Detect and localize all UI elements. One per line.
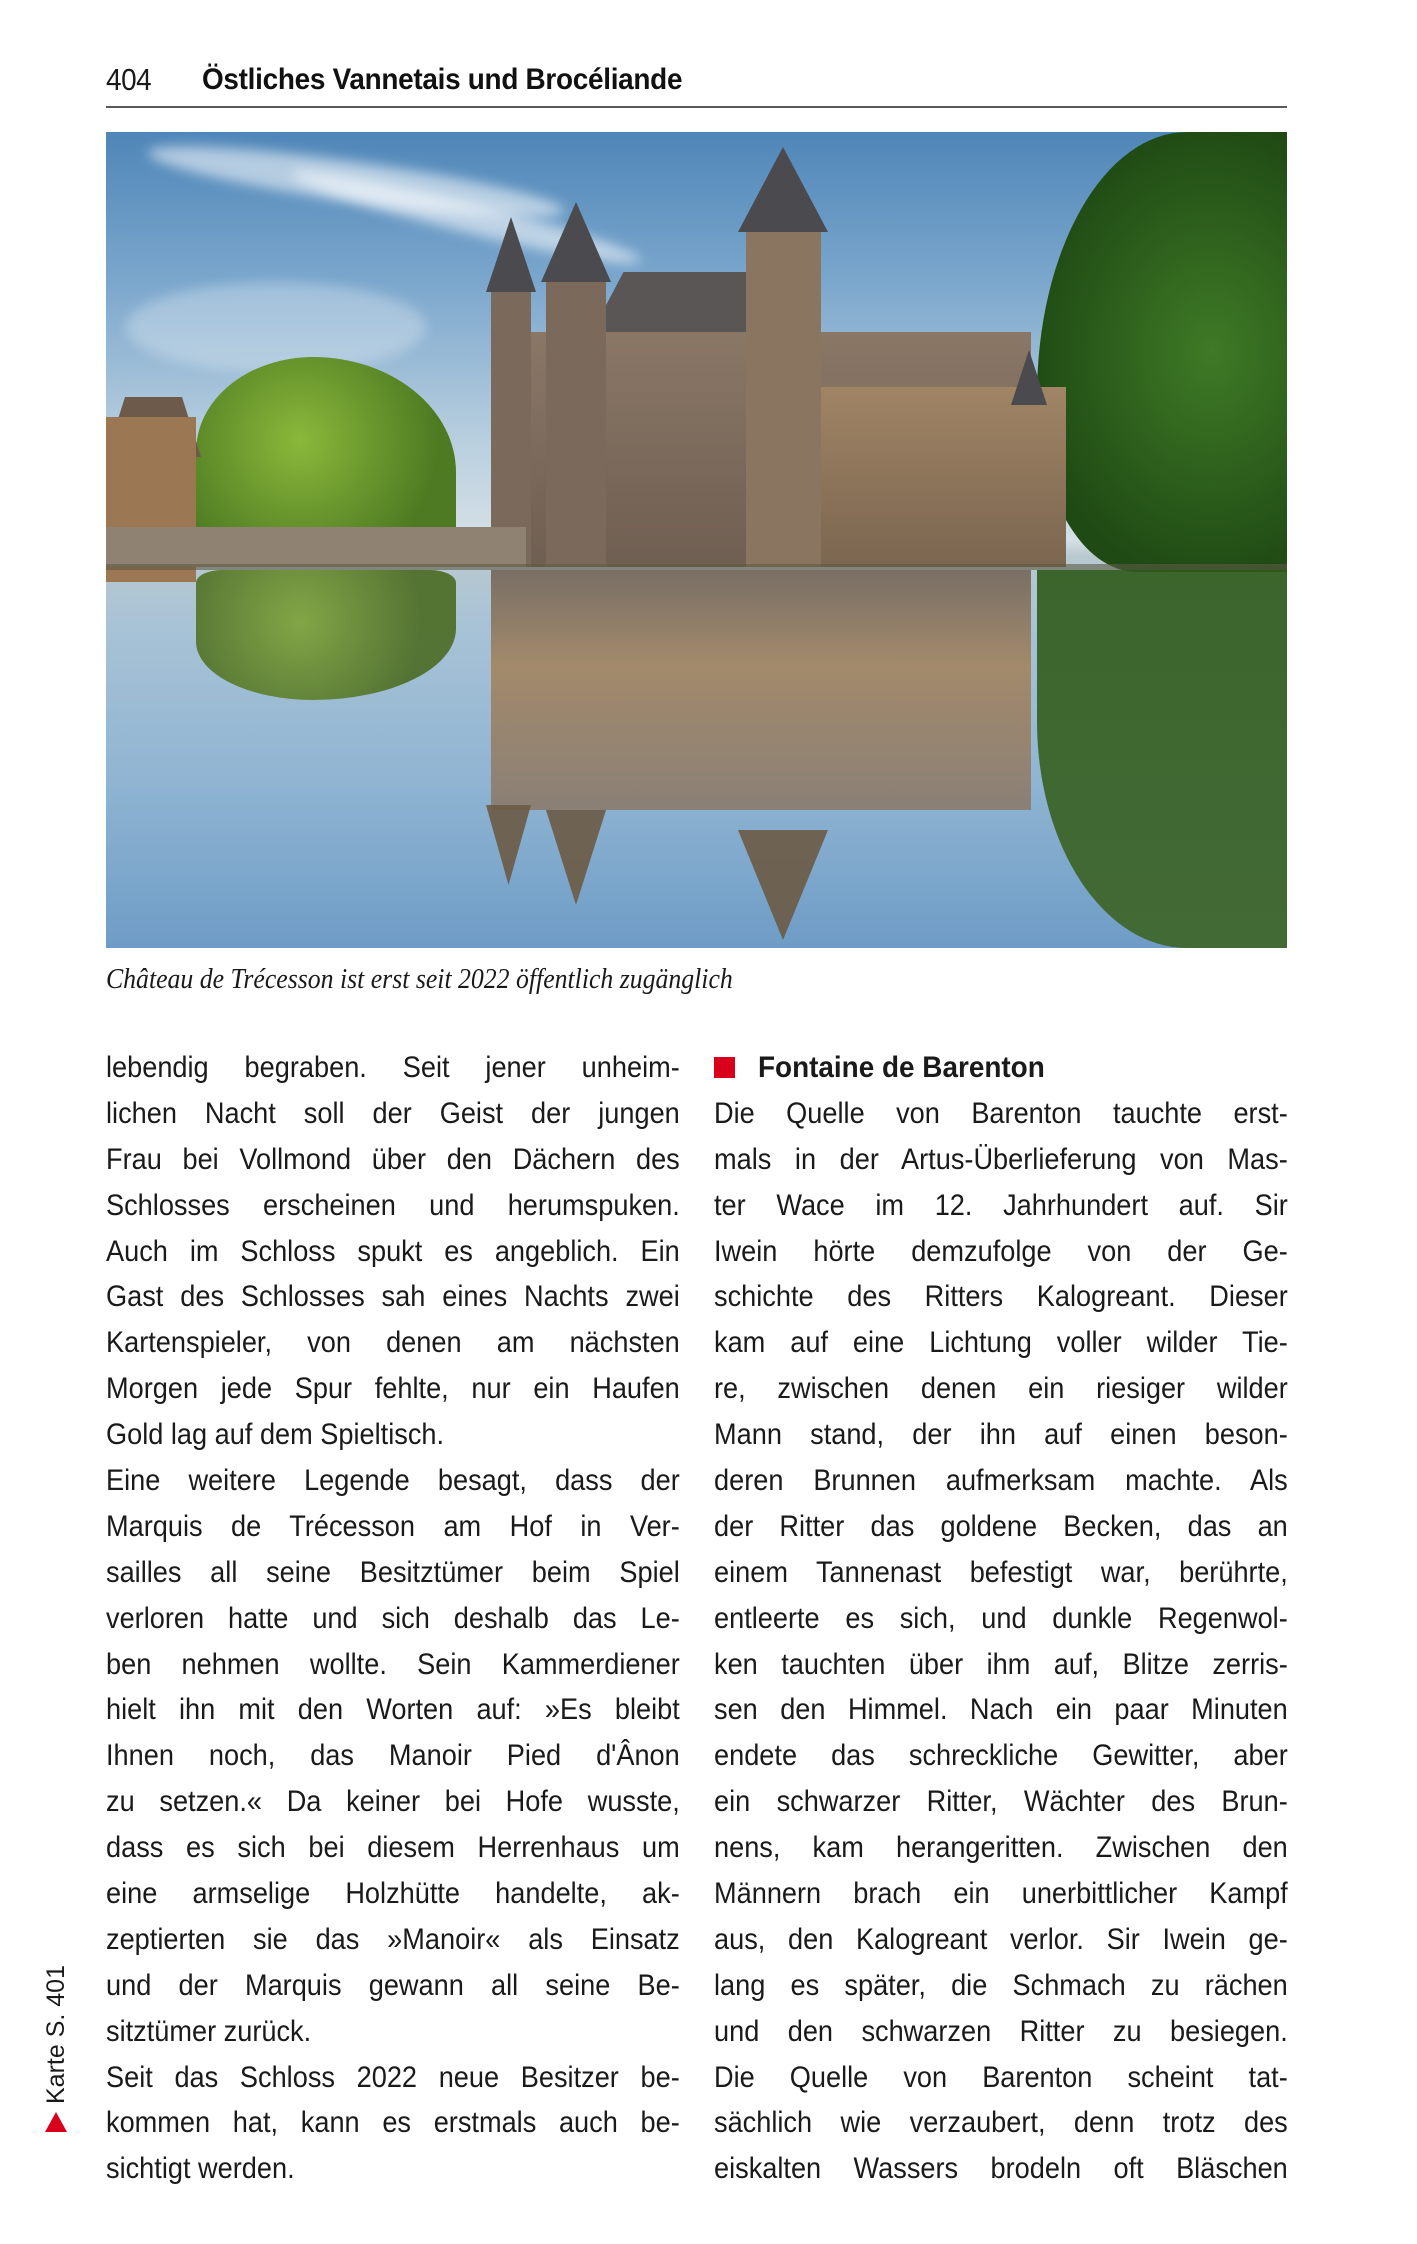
water-reflection — [106, 570, 1287, 948]
text-line: endete das schreckliche Gewitter, aber — [714, 1739, 1288, 1773]
text-line: kam auf eine Lichtung voller wilder Tie- — [714, 1326, 1288, 1360]
text-line: eine armselige Holzhütte handelte, ak- — [106, 1877, 680, 1911]
text-line: Marquis de Trécesson am Hof in Ver- — [106, 1509, 680, 1543]
reflection-spire — [546, 810, 606, 905]
map-reference[interactable] — [38, 1965, 74, 2132]
photo-caption: Château de Trécesson ist erst seit 2022 öffentlich zugänglich — [106, 964, 733, 995]
text-line: Seit das Schloss 2022 neue Besitzer be- — [106, 2060, 680, 2094]
reflection-castle — [491, 570, 1031, 810]
text-line: hielt ihn mit den Worten auf: »Es bleibt — [106, 1693, 680, 1727]
text-line: sächlich wie verzaubert, denn trotz des — [714, 2106, 1288, 2140]
text-line: Gold lag auf dem Spieltisch. — [106, 1418, 445, 1452]
text-line: Morgen jede Spur fehlte, nur ein Haufen — [106, 1372, 680, 1406]
chapter-title: Östliches Vannetais und Brocéliande — [202, 63, 683, 96]
castle-wing — [806, 387, 1066, 567]
text-line: schichte des Ritters Kalogreant. Dieser — [714, 1280, 1288, 1314]
text-line: deren Brunnen aufmerksam machte. Als — [714, 1464, 1288, 1498]
red-triangle-icon — [45, 2112, 67, 2132]
text-line: sitztümer zurück. — [106, 2014, 312, 2048]
text-line: und der Marquis gewann all seine Be- — [106, 1968, 680, 2002]
text-line: Mann stand, der ihn auf einen beson- — [714, 1418, 1288, 1452]
text-line: Schlosses erscheinen und herumspuken. — [106, 1188, 680, 1222]
text-line: ken tauchten über ihm auf, Blitze zerris- — [714, 1647, 1288, 1681]
text-line: der Ritter das goldene Becken, das an — [714, 1509, 1288, 1543]
section-heading — [714, 1045, 1288, 1091]
trees-right — [1037, 132, 1287, 572]
text-line: lichen Nacht soll der Geist der jungen — [106, 1096, 680, 1130]
text-line: ter Wace im 12. Jahrhundert auf. Sir — [714, 1188, 1288, 1222]
reflection-trees — [196, 570, 456, 700]
castle-tower — [746, 222, 821, 567]
text-line: entleerte es sich, und dunkle Regenwol- — [714, 1601, 1288, 1635]
castle-tower — [491, 282, 531, 567]
text-line: mals in der Artus-Überlieferung von Mas- — [714, 1142, 1288, 1176]
text-line: Kartenspieler, von denen am nächsten — [106, 1326, 680, 1360]
map-reference-label: Karte S. 401 — [41, 1965, 70, 2104]
text-line: nens, kam herangeritten. Zwischen den — [714, 1831, 1288, 1865]
text-line: ein schwarzer Ritter, Wächter des Brun- — [714, 1785, 1288, 1819]
reflection-spire — [738, 830, 828, 940]
text-line: einem Tannenast befestigt war, berührte, — [714, 1555, 1288, 1589]
text-line: Gast des Schlosses sah eines Nachts zwei — [106, 1280, 680, 1314]
reflection-trees — [1037, 570, 1287, 948]
section-title: Fontaine de Barenton — [758, 1051, 1045, 1084]
castle-tower — [546, 272, 606, 567]
text-line: sen den Himmel. Nach ein paar Minuten — [714, 1693, 1288, 1727]
text-line: Frau bei Vollmond über den Dächern des — [106, 1142, 680, 1176]
reflection-spire — [486, 805, 531, 885]
red-square-bullet-icon — [714, 1057, 735, 1078]
text-line: zu setzen.« Da keiner bei Hofe wusste, — [106, 1785, 680, 1819]
text-line: lang es später, die Schmach zu rächen — [714, 1968, 1288, 2002]
left-column — [106, 1045, 680, 2192]
spire — [738, 147, 828, 232]
text-line: Die Quelle von Barenton tauchte erst- — [714, 1096, 1288, 1130]
text-line: Die Quelle von Barenton scheint tat- — [714, 2060, 1288, 2094]
stone-bridge — [106, 527, 526, 567]
text-line: sailles all seine Besitztümer beim Spiel — [106, 1555, 680, 1589]
right-column — [714, 1045, 1288, 2192]
text-line: re, zwischen denen ein riesiger wilder — [714, 1372, 1288, 1406]
text-line: Iwein hörte demzufolge von der Ge- — [714, 1234, 1288, 1268]
text-line: kommen hat, kann es erstmals auch be- — [106, 2106, 680, 2140]
running-header — [106, 62, 1287, 108]
text-line: zeptierten sie das »Manoir« als Einsatz — [106, 1922, 680, 1956]
page-number: 404 — [106, 62, 152, 97]
text-line: Männern brach ein unerbittlicher Kampf — [714, 1877, 1288, 1911]
text-line: aus, den Kalogreant verlor. Sir Iwein ge- — [714, 1922, 1288, 1956]
text-line: eiskalten Wassers brodeln oft Bläschen — [714, 2152, 1288, 2186]
chateau-photo — [106, 132, 1287, 948]
text-line: ben nehmen wollte. Sein Kammerdiener — [106, 1647, 680, 1681]
text-line: und den schwarzen Ritter zu besiegen. — [714, 2014, 1288, 2048]
text-line: verloren hatte und sich deshalb das Le- — [106, 1601, 680, 1635]
text-line: sichtigt werden. — [106, 2152, 295, 2186]
text-line: dass es sich bei diesem Herrenhaus um — [106, 1831, 680, 1865]
text-line: Auch im Schloss spukt es angeblich. Ein — [106, 1234, 680, 1268]
text-line: Eine weitere Legende besagt, dass der — [106, 1464, 680, 1498]
text-line: lebendig begraben. Seit jener unheim- — [106, 1051, 680, 1084]
cloud — [126, 282, 426, 372]
text-line: Ihnen noch, das Manoir Pied d'Ânon — [106, 1739, 680, 1773]
